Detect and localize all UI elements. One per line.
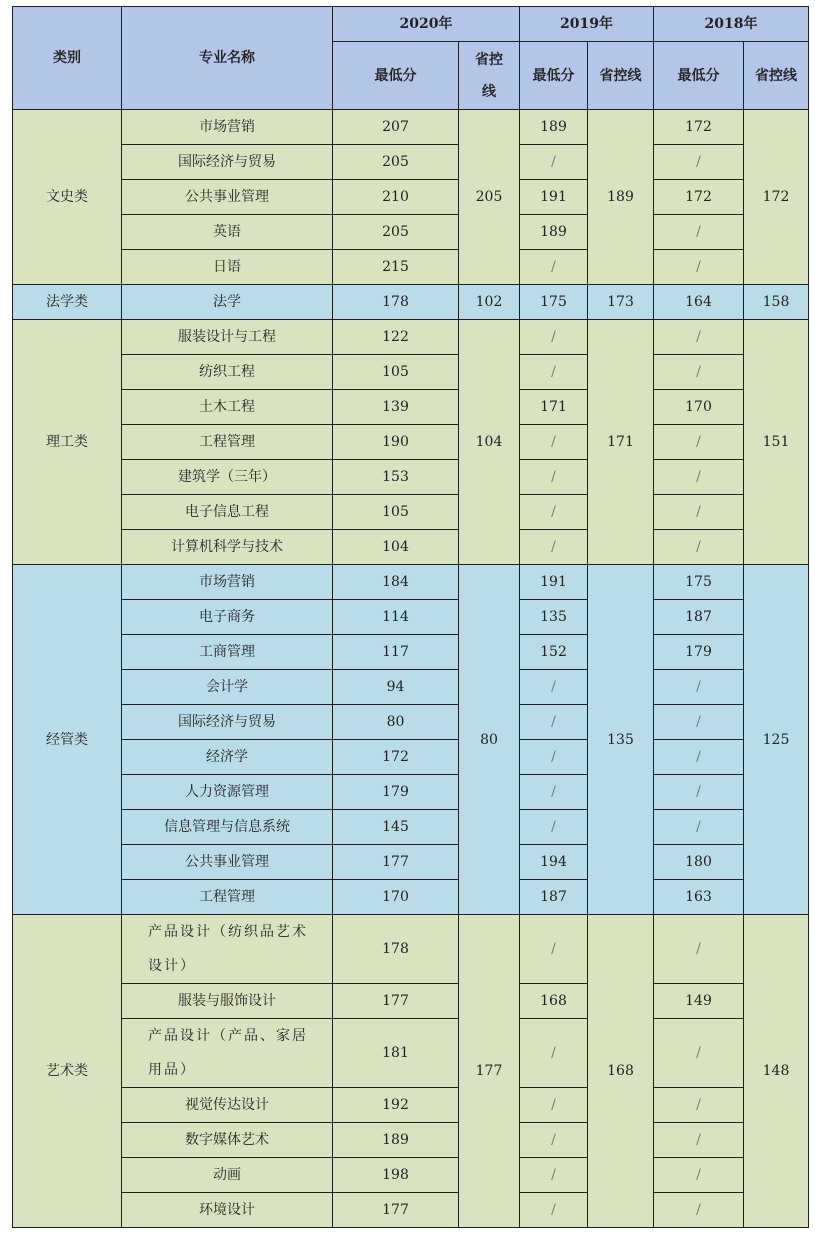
control-line-2018-cell: 148 [744,915,809,1228]
header-control-line-2019: 省控线 [588,42,654,110]
min-score-2018-cell: / [654,215,744,250]
min-score-2020-cell: 198 [333,1158,459,1193]
major-name-cell: 会计学 [122,670,333,705]
header-min-score-2018: 最低分 [654,42,744,110]
min-score-2019-cell: / [520,810,588,845]
major-name-cell: 信息管理与信息系统 [122,810,333,845]
min-score-2018-cell: / [654,775,744,810]
min-score-2019-cell: / [520,705,588,740]
min-score-2018-cell: 149 [654,984,744,1019]
min-score-2018-cell: 187 [654,600,744,635]
min-score-2019-cell: 189 [520,110,588,145]
min-score-2019-cell: / [520,1193,588,1228]
min-score-2019-cell: / [520,1158,588,1193]
admission-score-table [12,6,809,1228]
min-score-2018-cell: / [654,495,744,530]
min-score-2019-cell: / [520,425,588,460]
table-row [13,1123,809,1158]
header-control-line-2020: 省控 线 [459,42,520,110]
min-score-2019-cell: 152 [520,635,588,670]
major-name-cell: 服装设计与工程 [122,320,333,355]
table-row [13,1193,809,1228]
major-name-cell: 服装与服饰设计 [122,984,333,1019]
table-row [13,495,809,530]
min-score-2020-cell: 210 [333,180,459,215]
min-score-2019-cell: 191 [520,180,588,215]
table-row [13,320,809,355]
table-body [13,110,809,1228]
header-year-2018: 2018年 [654,7,809,42]
control-line-2018-cell: 158 [744,285,809,320]
category-cell: 理工类 [13,320,122,565]
min-score-2018-cell: / [654,460,744,495]
major-name-cell: 视觉传达设计 [122,1088,333,1123]
min-score-2020-cell: 179 [333,775,459,810]
control-line-2018-cell: 172 [744,110,809,285]
min-score-2019-cell: / [520,460,588,495]
header-major: 专业名称 [122,7,333,110]
min-score-2018-cell: / [654,670,744,705]
control-line-2020-cell: 205 [459,110,520,285]
min-score-2018-cell: / [654,1158,744,1193]
table-row [13,1019,809,1088]
table-row [13,984,809,1019]
min-score-2019-cell: / [520,495,588,530]
control-line-2019-cell: 135 [588,565,654,915]
table-row [13,215,809,250]
major-name-cell: 法学 [122,285,333,320]
min-score-2019-cell: 168 [520,984,588,1019]
min-score-2020-cell: 145 [333,810,459,845]
min-score-2019-cell: 171 [520,390,588,425]
table-row [13,775,809,810]
min-score-2018-cell: 172 [654,110,744,145]
table-row [13,635,809,670]
min-score-2019-cell: / [520,1123,588,1158]
min-score-2020-cell: 177 [333,984,459,1019]
min-score-2020-cell: 153 [333,460,459,495]
table-header [13,7,809,110]
min-score-2018-cell: / [654,355,744,390]
min-score-2020-cell: 105 [333,355,459,390]
major-name-cell: 电子信息工程 [122,495,333,530]
min-score-2019-cell: / [520,355,588,390]
min-score-2019-cell: / [520,320,588,355]
min-score-2020-cell: 105 [333,495,459,530]
major-name-cell: 工程管理 [122,880,333,915]
min-score-2018-cell: 180 [654,845,744,880]
table-row [13,1088,809,1123]
major-name-cell: 产品设计（纺织品艺术设计） [122,915,333,984]
header-year-2020: 2020年 [333,7,520,42]
min-score-2020-cell: 104 [333,530,459,565]
table-row [13,810,809,845]
min-score-2020-cell: 170 [333,880,459,915]
table-row [13,565,809,600]
min-score-2018-cell: 163 [654,880,744,915]
min-score-2020-cell: 184 [333,565,459,600]
min-score-2019-cell: / [520,1019,588,1088]
table-row [13,145,809,180]
min-score-2019-cell: 135 [520,600,588,635]
min-score-2020-cell: 117 [333,635,459,670]
major-name-cell: 土木工程 [122,390,333,425]
min-score-2018-cell: / [654,250,744,285]
major-name-cell: 纺织工程 [122,355,333,390]
table-row [13,600,809,635]
major-name-cell: 电子商务 [122,600,333,635]
major-name-cell: 英语 [122,215,333,250]
table-row [13,180,809,215]
min-score-2020-cell: 177 [333,845,459,880]
min-score-2018-cell: / [654,810,744,845]
min-score-2020-cell: 205 [333,215,459,250]
min-score-2020-cell: 189 [333,1123,459,1158]
header-min-score-2020: 最低分 [333,42,459,110]
min-score-2020-cell: 181 [333,1019,459,1088]
min-score-2020-cell: 122 [333,320,459,355]
table-row [13,880,809,915]
table-row [13,355,809,390]
table-row [13,460,809,495]
min-score-2018-cell: / [654,530,744,565]
min-score-2019-cell: 191 [520,565,588,600]
table-row [13,110,809,145]
min-score-2018-cell: 175 [654,565,744,600]
min-score-2018-cell: / [654,145,744,180]
major-name-cell: 动画 [122,1158,333,1193]
control-line-2020-cell: 104 [459,320,520,565]
min-score-2020-cell: 80 [333,705,459,740]
min-score-2018-cell: 170 [654,390,744,425]
min-score-2018-cell: 179 [654,635,744,670]
min-score-2019-cell: 194 [520,845,588,880]
control-line-2020-cell: 80 [459,565,520,915]
major-name-cell: 工商管理 [122,635,333,670]
major-name-cell: 工程管理 [122,425,333,460]
min-score-2018-cell: / [654,1193,744,1228]
min-score-2019-cell: / [520,250,588,285]
table-row [13,915,809,984]
min-score-2018-cell: / [654,1088,744,1123]
min-score-2020-cell: 178 [333,915,459,984]
control-line-2018-cell: 151 [744,320,809,565]
min-score-2018-cell: / [654,320,744,355]
major-name-cell: 市场营销 [122,110,333,145]
min-score-2020-cell: 172 [333,740,459,775]
major-name-cell: 国际经济与贸易 [122,705,333,740]
header-control-line-2018: 省控线 [744,42,809,110]
min-score-2019-cell: / [520,145,588,180]
min-score-2018-cell: 172 [654,180,744,215]
min-score-2019-cell: / [520,775,588,810]
category-cell: 经管类 [13,565,122,915]
major-name-cell: 公共事业管理 [122,845,333,880]
table-row [13,390,809,425]
major-name-cell: 人力资源管理 [122,775,333,810]
header-category: 类别 [13,7,122,110]
min-score-2018-cell: / [654,705,744,740]
major-name-cell: 经济学 [122,740,333,775]
header-year-2019: 2019年 [520,7,654,42]
min-score-2018-cell: / [654,1123,744,1158]
table-row [13,285,809,320]
category-cell: 文史类 [13,110,122,285]
min-score-2018-cell: / [654,1019,744,1088]
table-row [13,425,809,460]
control-line-2020-cell: 102 [459,285,520,320]
table-row [13,530,809,565]
min-score-2018-cell: 164 [654,285,744,320]
control-line-2019-cell: 189 [588,110,654,285]
table-row [13,250,809,285]
min-score-2019-cell: 187 [520,880,588,915]
major-name-cell: 市场营销 [122,565,333,600]
major-name-cell: 建筑学（三年） [122,460,333,495]
table-row [13,670,809,705]
control-line-2018-cell: 125 [744,565,809,915]
min-score-2020-cell: 139 [333,390,459,425]
min-score-2020-cell: 114 [333,600,459,635]
min-score-2019-cell: / [520,740,588,775]
min-score-2019-cell: / [520,915,588,984]
min-score-2020-cell: 215 [333,250,459,285]
table-row [13,845,809,880]
min-score-2020-cell: 207 [333,110,459,145]
min-score-2020-cell: 205 [333,145,459,180]
min-score-2020-cell: 177 [333,1193,459,1228]
control-line-2019-cell: 168 [588,915,654,1228]
table-row [13,740,809,775]
major-name-cell: 公共事业管理 [122,180,333,215]
major-name-cell: 产品设计（产品、家居用品） [122,1019,333,1088]
category-cell: 艺术类 [13,915,122,1228]
min-score-2020-cell: 192 [333,1088,459,1123]
major-name-cell: 计算机科学与技术 [122,530,333,565]
table-row [13,705,809,740]
min-score-2019-cell: / [520,1088,588,1123]
major-name-cell: 国际经济与贸易 [122,145,333,180]
control-line-2020-cell: 177 [459,915,520,1228]
min-score-2019-cell: 175 [520,285,588,320]
min-score-2018-cell: / [654,915,744,984]
min-score-2018-cell: / [654,425,744,460]
min-score-2019-cell: / [520,670,588,705]
major-name-cell: 日语 [122,250,333,285]
table-row [13,1158,809,1193]
category-cell: 法学类 [13,285,122,320]
major-name-cell: 数字媒体艺术 [122,1123,333,1158]
min-score-2020-cell: 190 [333,425,459,460]
header-min-score-2019: 最低分 [520,42,588,110]
major-name-cell: 环境设计 [122,1193,333,1228]
min-score-2019-cell: / [520,530,588,565]
control-line-2019-cell: 173 [588,285,654,320]
min-score-2019-cell: 189 [520,215,588,250]
min-score-2018-cell: / [654,740,744,775]
control-line-2019-cell: 171 [588,320,654,565]
min-score-2020-cell: 178 [333,285,459,320]
min-score-2020-cell: 94 [333,670,459,705]
